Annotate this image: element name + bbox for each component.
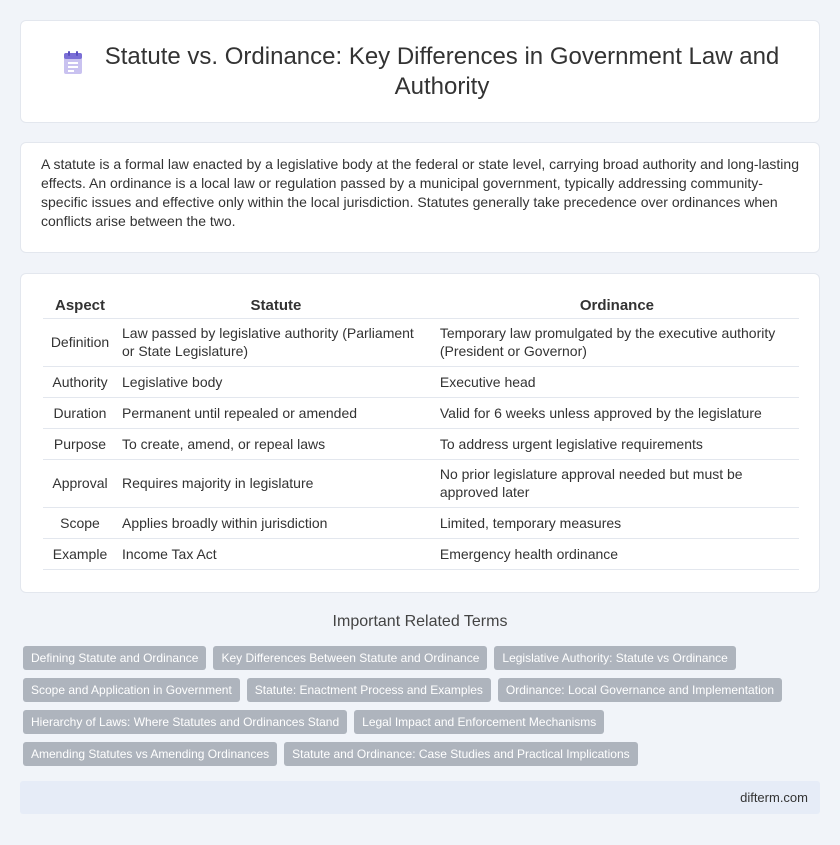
tag-link[interactable]: Ordinance: Local Governance and Implementation [498,678,782,702]
table-row [43,507,799,538]
table-header-row [43,294,799,318]
table-row [43,538,799,569]
header-card [20,20,820,123]
cell-ordinance: Valid for 6 weeks unless approved by the legislature [435,397,799,428]
cell-ordinance: No prior legislature approval needed but must be approved later [435,459,799,507]
tag-link[interactable]: Defining Statute and Ordinance [23,646,206,670]
page-title: Statute vs. Ordinance: Key Differences in Government Law and Authority [104,42,780,100]
header-statute: Statute [117,294,435,318]
comparison-table [43,294,799,570]
intro-text: A statute is a formal law enacted by a legislative body at the federal or state level, carrying broad authority and long-lasting effects. An ordinance is a local law or regulation passed by a municipal government, typically addressing community-specific issues and effective only within the local jurisdiction. Statutes generally take precedence over ordinances when conflicts arise between the two. [41,156,799,229]
tag-link[interactable]: Legislative Authority: Statute vs Ordinance [494,646,735,670]
cell-statute: Requires majority in legislature [117,459,435,507]
header-aspect: Aspect [43,294,117,318]
cell-ordinance: To address urgent legislative requirements [435,428,799,459]
cell-aspect: Authority [43,366,117,397]
tag-link[interactable]: Statute: Enactment Process and Examples [247,678,491,702]
cell-ordinance: Temporary law promulgated by the executive authority (President or Governor) [435,318,799,366]
tag-link[interactable]: Hierarchy of Laws: Where Statutes and Ordinances Stand [23,710,347,734]
tag-link[interactable]: Statute and Ordinance: Case Studies and Practical Implications [284,742,638,766]
cell-aspect: Example [43,538,117,569]
header-ordinance: Ordinance [435,294,799,318]
tag-link[interactable]: Amending Statutes vs Amending Ordinances [23,742,277,766]
cell-aspect: Definition [43,318,117,366]
cell-aspect: Approval [43,459,117,507]
document-icon [60,50,86,76]
footer-site-link[interactable]: difterm.com [740,790,808,805]
footer [20,781,820,814]
related-terms-tags [23,646,823,774]
cell-statute: Applies broadly within jurisdiction [117,507,435,538]
comparison-table-card [20,273,820,593]
related-terms-title: Important Related Terms [332,613,508,630]
cell-statute: Permanent until repealed or amended [117,397,435,428]
cell-aspect: Purpose [43,428,117,459]
cell-aspect: Scope [43,507,117,538]
tag-link[interactable]: Key Differences Between Statute and Ordinance [213,646,487,670]
cell-ordinance: Emergency health ordinance [435,538,799,569]
intro-card [20,142,820,253]
table-row [43,459,799,507]
table-row [43,397,799,428]
tag-link[interactable]: Scope and Application in Government [23,678,240,702]
cell-statute: Legislative body [117,366,435,397]
cell-statute: Law passed by legislative authority (Parliament or State Legislature) [117,318,435,366]
cell-statute: Income Tax Act [117,538,435,569]
cell-aspect: Duration [43,397,117,428]
table-row [43,318,799,366]
table-row [43,366,799,397]
table-row [43,428,799,459]
cell-ordinance: Executive head [435,366,799,397]
cell-ordinance: Limited, temporary measures [435,507,799,538]
tag-link[interactable]: Legal Impact and Enforcement Mechanisms [354,710,604,734]
cell-statute: To create, amend, or repeal laws [117,428,435,459]
